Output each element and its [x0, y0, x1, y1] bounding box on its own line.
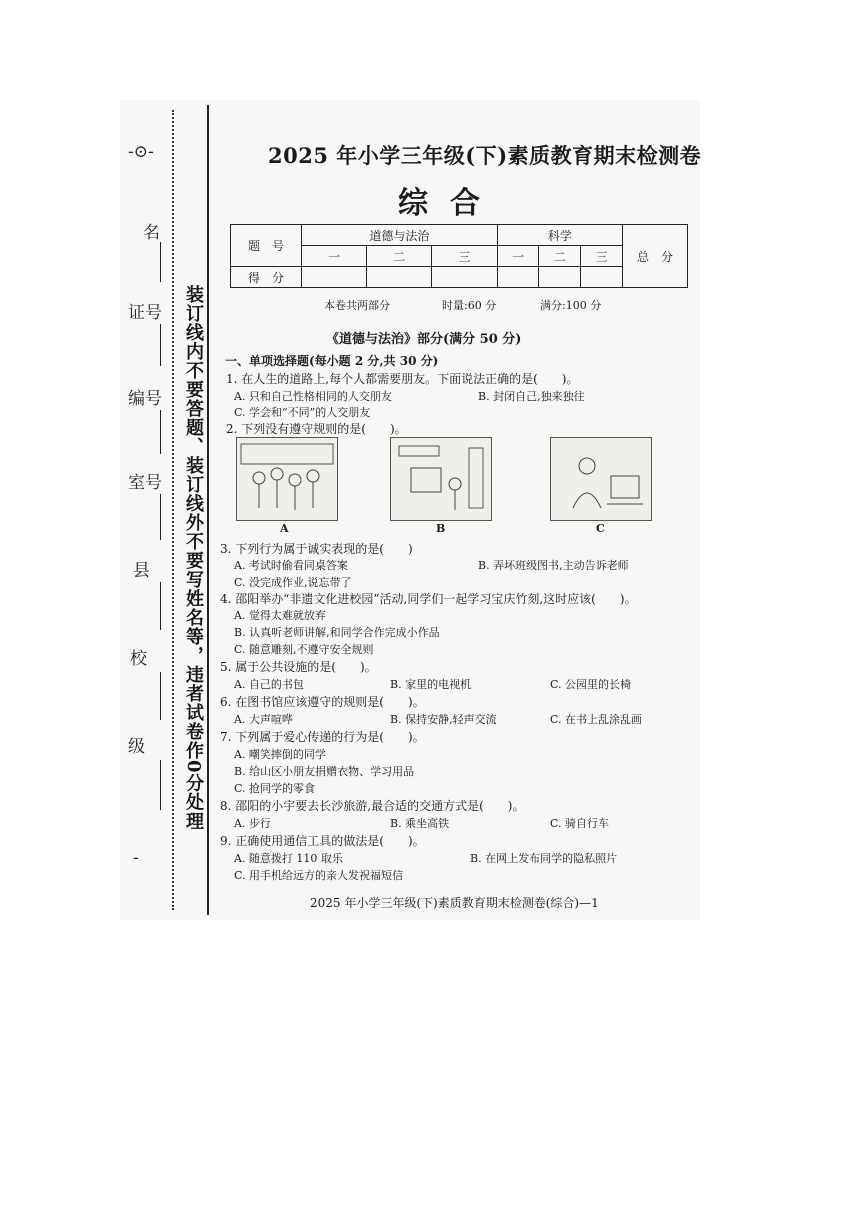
section-title: 一、单项选择题(每小题 2 分,共 30 分)	[225, 354, 439, 368]
question-2: 2. 下列没有遵守规则的是( )。	[226, 422, 407, 436]
info-parts: 本卷共两部分	[324, 299, 390, 312]
score-cell	[497, 267, 539, 288]
score-total-label: 总 分	[623, 225, 688, 288]
score-cell	[367, 267, 432, 288]
question-3: 3. 下列行为属于诚实表现的是( )	[220, 542, 413, 556]
score-cell	[432, 267, 497, 288]
question-7-option-a: A. 嘲笑摔倒的同学	[234, 748, 326, 761]
score-group-science: 科学	[497, 225, 622, 246]
question-5: 5. 属于公共设施的是( )。	[220, 660, 377, 674]
score-row-label: 得 分	[231, 267, 302, 288]
question-3-option-b: B. 弄坏班级图书,主动告诉老师	[478, 559, 629, 572]
binding-label-number: 编号	[128, 389, 162, 409]
binding-line	[160, 242, 161, 282]
question-5-option-b: B. 家里的电视机	[390, 678, 472, 691]
binding-line	[160, 582, 161, 630]
question-9: 9. 正确使用通信工具的做法是( )。	[220, 834, 425, 848]
question-6-option-c: C. 在书上乱涂乱画	[550, 713, 643, 726]
question-2-picture-b	[390, 437, 492, 521]
question-4-option-c: C. 随意雕刻,不遵守安全规则	[234, 643, 374, 656]
exam-subtitle: 综合	[398, 186, 502, 221]
exam-title: 2025 年小学三年级(下)素质教育期末检测卷	[268, 143, 702, 168]
score-cell	[539, 267, 581, 288]
binding-notice: 装订线内不要答题、装订线外不要写姓名等，违者试卷作0分处理	[183, 285, 204, 831]
question-1-option-a: A. 只和自己性格相同的人交朋友	[234, 390, 392, 403]
info-full: 满分:100 分	[540, 299, 602, 312]
binding-solid-line	[207, 105, 209, 915]
computer-illustration-icon	[551, 438, 651, 520]
binding-label-name: 名	[143, 223, 160, 243]
binding-dotted-line	[172, 110, 174, 910]
score-col: 一	[497, 246, 539, 267]
score-col: 二	[367, 246, 432, 267]
score-row-label: 题 号	[231, 225, 302, 267]
binding-label-dash: -	[133, 848, 139, 868]
binding-label-county: 县	[133, 561, 150, 581]
question-6-option-a: A. 大声喧哗	[234, 713, 293, 726]
score-col: 三	[432, 246, 497, 267]
question-8-option-a: A. 步行	[234, 817, 271, 830]
classroom-illustration-icon	[391, 438, 491, 520]
question-9-option-c: C. 用手机给远方的亲人发祝福短信	[234, 869, 404, 882]
part-title: 《道德与法治》部分(满分 50 分)	[326, 332, 522, 347]
question-7-option-c: C. 抢同学的零食	[234, 782, 316, 795]
question-7: 7. 下列属于爱心传递的行为是( )。	[220, 730, 425, 744]
question-2-picture-c	[550, 437, 652, 521]
question-4: 4. 邵阳举办“非遗文化进校园”活动,同学们一起学习宝庆竹刻,这时应该( )。	[220, 592, 637, 606]
binding-line	[160, 760, 161, 810]
question-7-option-b: B. 给山区小朋友捐赠衣物、学习用品	[234, 765, 415, 778]
crowd-illustration-icon	[237, 438, 337, 520]
binding-label-class: 级	[128, 737, 145, 757]
binding-line	[160, 410, 161, 454]
question-4-option-b: B. 认真听老师讲解,和同学合作完成小作品	[234, 626, 440, 639]
question-3-option-a: A. 考试时偷看同桌答案	[234, 559, 348, 572]
binding-mark: -⊙-	[128, 142, 154, 162]
score-cell	[302, 267, 367, 288]
question-2-label-a: A	[280, 522, 289, 535]
score-table	[230, 224, 688, 288]
score-col: 一	[302, 246, 367, 267]
question-1-option-b: B. 封闭自己,独来独往	[478, 390, 585, 403]
binding-line	[160, 672, 161, 720]
question-8-option-b: B. 乘坐高铁	[390, 817, 450, 830]
binding-label-id: 证号	[128, 303, 162, 323]
question-4-option-a: A. 觉得太难就放弃	[234, 609, 326, 622]
binding-label-school: 校	[130, 649, 147, 669]
score-col: 二	[539, 246, 581, 267]
question-6: 6. 在图书馆应该遵守的规则是( )。	[220, 695, 425, 709]
question-9-option-b: B. 在网上发布同学的隐私照片	[470, 852, 618, 865]
question-1: 1. 在人生的道路上,每个人都需要朋友。下面说法正确的是( )。	[226, 372, 579, 386]
score-group-moral: 道德与法治	[302, 225, 498, 246]
question-2-label-c: C	[596, 522, 605, 535]
question-5-option-c: C. 公园里的长椅	[550, 678, 632, 691]
binding-line	[160, 494, 161, 540]
info-time: 时量:60 分	[442, 299, 497, 312]
question-3-option-c: C. 没完成作业,说忘带了	[234, 576, 352, 589]
binding-label-room: 室号	[128, 473, 162, 493]
question-8-option-c: C. 骑自行车	[550, 817, 610, 830]
question-2-label-b: B	[436, 522, 446, 535]
binding-line	[160, 324, 161, 366]
score-cell	[581, 267, 623, 288]
question-2-picture-a	[236, 437, 338, 521]
question-6-option-b: B. 保持安静,轻声交流	[390, 713, 497, 726]
page-footer: 2025 年小学三年级(下)素质教育期末检测卷(综合)—1	[310, 896, 599, 910]
question-9-option-a: A. 随意拨打 110 取乐	[234, 852, 343, 865]
question-8: 8. 邵阳的小宇要去长沙旅游,最合适的交通方式是( )。	[220, 799, 525, 813]
question-5-option-a: A. 自己的书包	[234, 678, 304, 691]
question-1-option-c: C. 学会和“不同”的人交朋友	[234, 406, 371, 419]
score-col: 三	[581, 246, 623, 267]
